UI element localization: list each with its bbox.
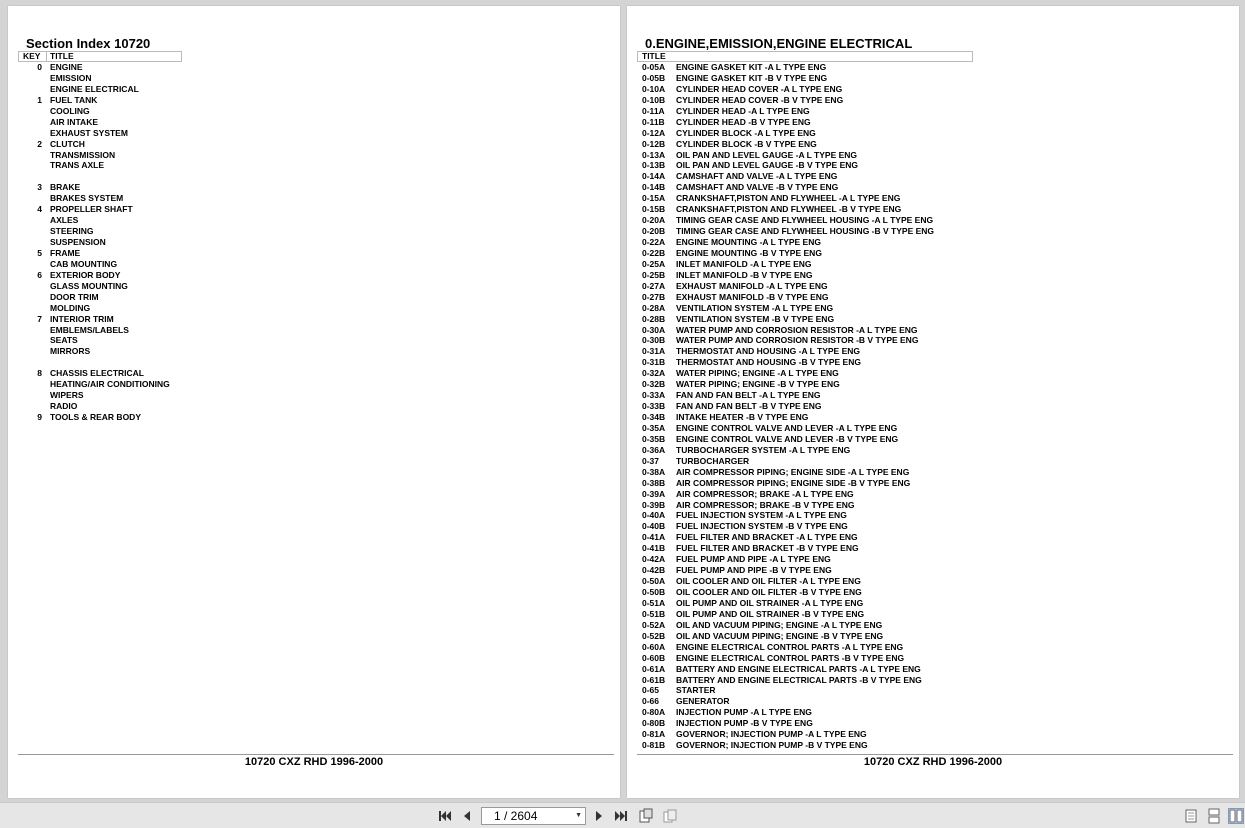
row-title: FUEL INJECTION SYSTEM -A L TYPE ENG [676,510,847,521]
row-title: CRANKSHAFT,PISTON AND FLYWHEEL -A L TYPE ENG [676,193,901,204]
row-title: CAMSHAFT AND VALVE -B V TYPE ENG [676,182,839,193]
row-title: FUEL FILTER AND BRACKET -A L TYPE ENG [676,532,858,543]
row-title: INJECTION PUMP -B V TYPE ENG [676,718,813,729]
page-footer: 10720 CXZ RHD 1996-2000 [863,756,1003,768]
row-key: 0-22B [642,247,666,258]
row-key: 0-33A [642,390,666,401]
row-title: EXTERIOR BODY [50,269,121,280]
continuous-view-icon[interactable] [1206,808,1222,824]
section-index-title: Section Index 10720 [26,36,151,51]
row-key: 0-22A [642,237,666,247]
row-key: 0-42A [642,554,666,565]
row-title: FUEL TANK [50,94,98,105]
row-title: EXHAUST SYSTEM [50,127,128,138]
row-key: 0-39B [642,499,666,510]
row-title: WATER PIPING; ENGINE -B V TYPE ENG [676,379,840,390]
row-title: WATER PIPING; ENGINE -A L TYPE ENG [676,368,839,379]
row-title: OIL PUMP AND OIL STRAINER -B V TYPE ENG [676,608,865,619]
row-title: OIL AND VACUUM PIPING; ENGINE -A L TYPE ENG [676,619,883,630]
row-title: CHASSIS ELECTRICAL [50,368,144,379]
row-title: GLASS MOUNTING [50,280,128,291]
row-title: COOLING [50,105,90,116]
row-key: 0-31B [642,357,666,368]
row-key: 0-30B [642,335,666,346]
row-key: 0-61B [642,674,666,685]
row-title: ENGINE MOUNTING -A L TYPE ENG [676,237,821,247]
row-key: 0-28A [642,302,666,313]
row-key: 0-20A [642,215,666,226]
index-table-header [18,51,182,62]
next-page-icon[interactable] [591,808,607,824]
row-key: 0-35A [642,422,666,433]
row-key: 0-38A [642,466,666,477]
row-title: ENGINE CONTROL VALVE AND LEVER -A L TYPE ENG [676,422,898,433]
row-title: OIL PAN AND LEVEL GAUGE -A L TYPE ENG [676,149,858,160]
row-key: 5 [37,247,42,258]
row-title: EXHAUST MANIFOLD -B V TYPE ENG [676,291,829,302]
row-title: OIL AND VACUUM PIPING; ENGINE -B V TYPE ENG [676,630,884,641]
row-title: AIR COMPRESSOR; BRAKE -A L TYPE ENG [676,488,854,499]
row-title: AXLES [50,215,79,226]
row-key: 0-27B [642,291,666,302]
row-key: 0-60B [642,652,666,663]
row-title: CRANKSHAFT,PISTON AND FLYWHEEL -B V TYPE ENG [676,204,902,215]
row-title: CAB MOUNTING [50,258,118,269]
row-title: BRAKE [50,182,81,193]
row-key: 2 [37,138,42,149]
row-title: ENGINE GASKET KIT -A L TYPE ENG [676,62,827,72]
row-key: 0-10B [642,94,666,105]
row-key: 0-66 [642,696,660,707]
row-key: 0-81B [642,740,666,751]
row-key: 0-25A [642,258,666,269]
row-key: 8 [37,368,42,379]
row-title: INLET MANIFOLD -B V TYPE ENG [676,269,813,280]
row-key: 0-32B [642,379,666,390]
row-title: AIR COMPRESSOR PIPING; ENGINE SIDE -B V TYPE ENG [676,477,911,488]
row-key: 6 [37,269,42,280]
row-title: RADIO [50,401,78,412]
row-key: 0-13A [642,149,666,160]
row-title: ENGINE ELECTRICAL CONTROL PARTS -A L TYPE ENG [676,641,904,652]
row-key: 0-32A [642,368,666,379]
row-title: ENGINE GASKET KIT -B V TYPE ENG [676,72,828,83]
row-key: 0-40A [642,510,666,521]
row-key: 0-65 [642,685,660,696]
row-title: TRANS AXLE [50,160,104,171]
row-key: 3 [37,182,42,193]
title-column-header: TITLE [50,51,74,61]
row-key: 0-11A [642,105,665,116]
row-title: CAMSHAFT AND VALVE -A L TYPE ENG [676,171,838,182]
single-page-view-icon[interactable] [1183,808,1199,824]
row-title: BATTERY AND ENGINE ELECTRICAL PARTS -A L TYPE ENG [676,663,921,674]
row-key: 0-13B [642,160,666,171]
row-key: 0-41B [642,543,666,554]
row-title: MIRRORS [50,346,91,357]
row-title: EMISSION [50,72,92,83]
row-key: 0-34B [642,412,666,422]
row-key: 0-60A [642,641,666,652]
row-key: 0-38B [642,477,666,488]
row-key: 0-50B [642,587,666,597]
row-title: TIMING GEAR CASE AND FLYWHEEL HOUSING -B V TYPE ENG [676,226,935,237]
row-key: 1 [37,94,42,105]
row-title: SUSPENSION [50,237,106,247]
row-key: 0-41A [642,532,666,543]
row-title: OIL PAN AND LEVEL GAUGE -B V TYPE ENG [676,160,858,171]
row-key: 0-15A [642,193,666,204]
rotate-icon[interactable] [638,808,654,824]
row-title: ENGINE CONTROL VALVE AND LEVER -B V TYPE ENG [676,433,899,444]
row-title: VENTILATION SYSTEM -B V TYPE ENG [676,313,835,324]
row-key: 0-52A [642,619,666,630]
row-key: 0-50A [642,576,666,587]
footer-divider [18,754,614,755]
row-title: AIR INTAKE [50,116,99,127]
row-title: TURBOCHARGER [676,455,750,466]
row-key: 0-20B [642,226,666,237]
row-title: TURBOCHARGER SYSTEM -A L TYPE ENG [676,444,851,455]
row-key: 0-14A [642,171,666,182]
section-title: 0.ENGINE,EMISSION,ENGINE ELECTRICAL [645,36,913,51]
row-title: THERMOSTAT AND HOUSING -A L TYPE ENG [676,346,861,357]
row-title: TIMING GEAR CASE AND FLYWHEEL HOUSING -A L TYPE ENG [676,215,934,226]
row-key: 7 [37,313,42,324]
row-key: 0-25B [642,269,666,280]
row-key: 0-40B [642,521,666,532]
row-title: FUEL INJECTION SYSTEM -B V TYPE ENG [676,521,848,532]
row-title: OIL PUMP AND OIL STRAINER -A L TYPE ENG [676,597,864,608]
row-key: 0-14B [642,182,666,193]
row-key: 0-12B [642,138,666,149]
row-key: 0-80A [642,707,666,718]
row-key: 0-37 [642,455,660,466]
row-title: INTAKE HEATER -B V TYPE ENG [676,412,809,422]
copy-icon[interactable] [662,808,678,824]
row-title: CYLINDER BLOCK -B V TYPE ENG [676,138,817,149]
row-title: DOOR TRIM [50,291,99,302]
row-key: 0-33B [642,401,666,412]
row-title: CYLINDER HEAD -B V TYPE ENG [676,116,811,127]
row-title: PROPELLER SHAFT [50,204,133,215]
chevron-down-icon[interactable]: ▼ [575,812,582,819]
row-title: INLET MANIFOLD -A L TYPE ENG [676,258,812,269]
row-title: CLUTCH [50,138,85,149]
row-title: TOOLS & REAR BODY [50,412,141,422]
row-title: ENGINE ELECTRICAL CONTROL PARTS -B V TYPE ENG [676,652,905,663]
row-title: FUEL PUMP AND PIPE -B V TYPE ENG [676,565,832,576]
row-key: 0-31A [642,346,666,357]
row-title: STEERING [50,226,94,237]
row-key: 0-52B [642,630,666,641]
row-title: GENERATOR [676,696,730,707]
row-title: CYLINDER BLOCK -A L TYPE ENG [676,127,816,138]
row-title: FAN AND FAN BELT -A L TYPE ENG [676,390,821,401]
row-title: AIR COMPRESSOR; BRAKE -B V TYPE ENG [676,499,855,510]
row-title: WATER PUMP AND CORROSION RESISTOR -B V TYPE ENG [676,335,919,346]
row-key: 0-39A [642,488,666,499]
row-title: THERMOSTAT AND HOUSING -B V TYPE ENG [676,357,861,368]
row-title: SEATS [50,335,78,346]
row-key: 0-35B [642,433,666,444]
first-page-icon[interactable] [437,808,453,824]
row-key: 4 [37,204,42,215]
row-title: CYLINDER HEAD -A L TYPE ENG [676,105,810,116]
row-title: FUEL FILTER AND BRACKET -B V TYPE ENG [676,543,859,554]
page-indicator: 1 / 2604 [494,809,538,823]
contents-table-header [637,51,973,62]
row-key: 0-61A [642,663,666,674]
row-key: 0-51A [642,597,666,608]
row-key: 0-51B [642,608,666,619]
row-title: GOVERNOR; INJECTION PUMP -A L TYPE ENG [676,729,867,740]
row-key: 0-36A [642,444,666,455]
row-title: FRAME [50,247,81,258]
row-key: 0-10A [642,83,666,94]
row-key: 0-05B [642,72,666,83]
viewer-toolbar [0,802,1245,828]
last-page-icon[interactable] [613,808,629,824]
row-title: INTERIOR TRIM [50,313,114,324]
row-title: AIR COMPRESSOR PIPING; ENGINE SIDE -A L TYPE ENG [676,466,910,477]
page-footer: 10720 CXZ RHD 1996-2000 [244,756,384,768]
row-key: 0-42B [642,565,666,576]
row-title: HEATING/AIR CONDITIONING [50,379,170,390]
row-title: WIPERS [50,390,84,401]
row-key: 0-30A [642,324,666,335]
row-title: WATER PUMP AND CORROSION RESISTOR -A L TYPE ENG [676,324,918,335]
row-key: 0-12A [642,127,666,138]
row-title: MOLDING [50,302,91,313]
row-title: FAN AND FAN BELT -B V TYPE ENG [676,401,822,412]
row-key: 0-28B [642,313,666,324]
two-page-view-icon[interactable] [1228,808,1244,824]
row-title: ENGINE [50,62,83,72]
right-page [627,6,1239,798]
row-key: 0-27A [642,280,666,291]
row-title: CYLINDER HEAD COVER -B V TYPE ENG [676,94,844,105]
row-title: ENGINE ELECTRICAL [50,83,139,94]
row-title: BRAKES SYSTEM [50,193,124,204]
previous-page-icon[interactable] [459,808,475,824]
row-title: BATTERY AND ENGINE ELECTRICAL PARTS -B V TYPE ENG [676,674,922,685]
row-key: 0 [37,62,42,72]
row-title: STARTER [676,685,716,696]
row-title: GOVERNOR; INJECTION PUMP -B V TYPE ENG [676,740,868,751]
left-page [8,6,620,798]
footer-divider [637,754,1233,755]
row-title: EMBLEMS/LABELS [50,324,129,335]
row-title: OIL COOLER AND OIL FILTER -B V TYPE ENG [676,587,862,597]
row-title: ENGINE MOUNTING -B V TYPE ENG [676,247,822,258]
row-title: FUEL PUMP AND PIPE -A L TYPE ENG [676,554,831,565]
key-column-header: KEY [23,51,41,61]
row-title: VENTILATION SYSTEM -A L TYPE ENG [676,302,834,313]
row-title: INJECTION PUMP -A L TYPE ENG [676,707,812,718]
page-number-input[interactable] [481,807,586,825]
row-key: 0-05A [642,62,666,72]
title-column-header: TITLE [642,51,666,61]
row-key: 0-81A [642,729,666,740]
row-key: 0-11B [642,116,665,127]
row-title: TRANSMISSION [50,149,116,160]
row-title: EXHAUST MANIFOLD -A L TYPE ENG [676,280,828,291]
row-key: 0-80B [642,718,666,729]
row-key: 0-15B [642,204,666,215]
row-title: OIL COOLER AND OIL FILTER -A L TYPE ENG [676,576,861,587]
row-key: 9 [37,412,42,422]
row-title: CYLINDER HEAD COVER -A L TYPE ENG [676,83,843,94]
